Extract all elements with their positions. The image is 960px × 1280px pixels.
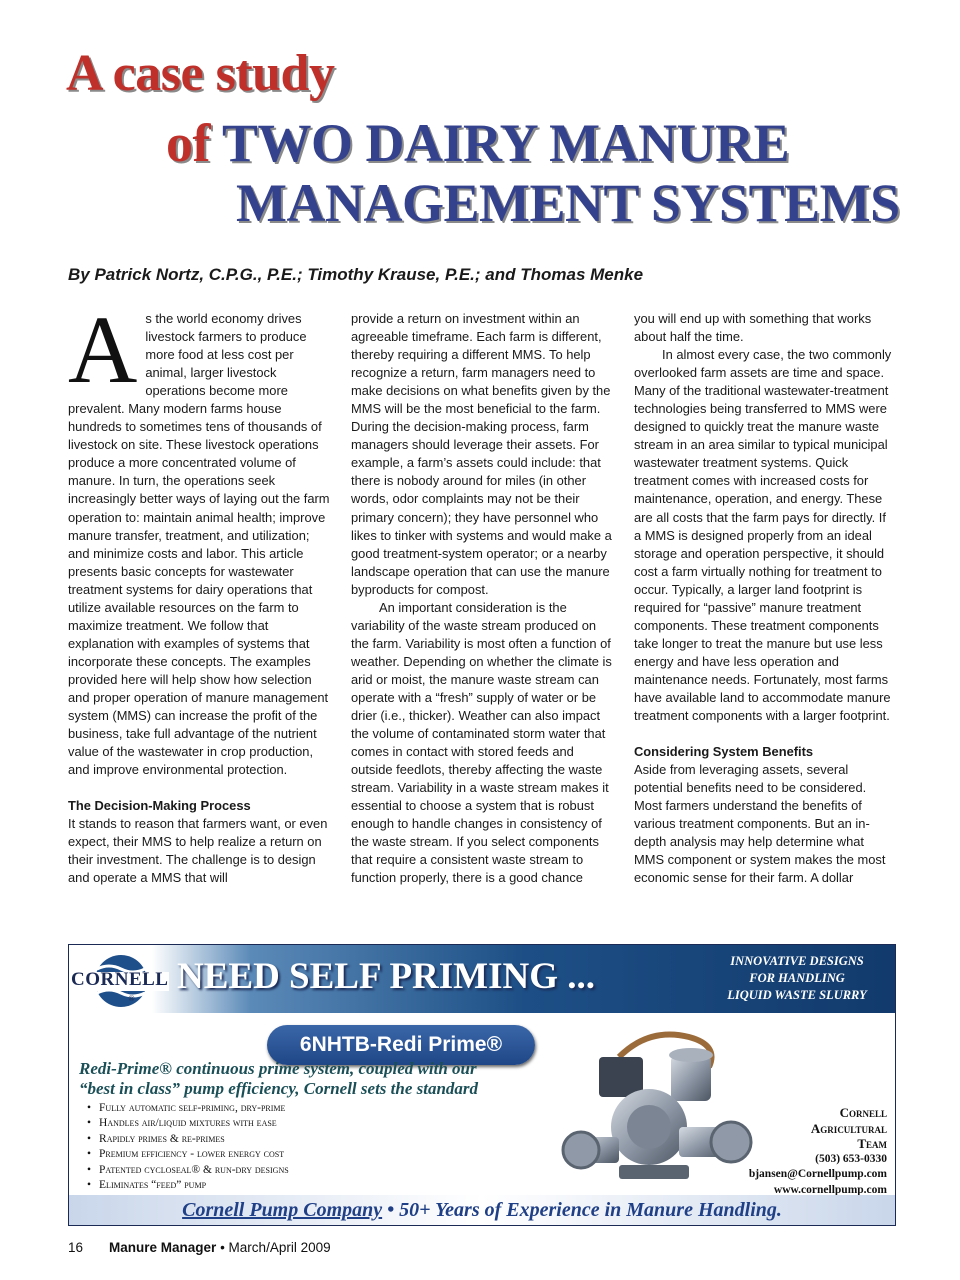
article-column-2: [351, 310, 613, 888]
ad-feature-list: [87, 1101, 289, 1193]
article-column-3: [634, 310, 896, 887]
product-name-badge: 6NHTB-Redi Prime®: [267, 1025, 535, 1065]
feature-item: • Rapidly primes & re-primes: [87, 1132, 289, 1147]
subheadline-line-1: Redi-Prime® continuous prime system, coupled with our: [79, 1059, 477, 1078]
issue-date: • March/April 2009: [220, 1240, 331, 1255]
page-footer: [68, 1240, 331, 1255]
drop-cap: A: [68, 296, 138, 403]
tagline-line: LIQUID WASTE SLURRY: [727, 988, 867, 1002]
ad-footer-slogan: • 50+ Years of Experience in Manure Handling.: [387, 1199, 782, 1221]
paragraph-half-time: you will end up with something that works about half the time.: [634, 311, 872, 345]
contact-team: Team: [857, 1136, 887, 1151]
subheadline-line-2: “best in class” pump efficiency, Cornell sets the standard: [79, 1079, 479, 1098]
section-heading-decision: The Decision-Making Process: [68, 798, 251, 814]
logo-wordmark: CORNELL: [71, 969, 169, 990]
feature-item: • Handles air/liquid mixtures with ease: [87, 1116, 289, 1131]
feature-item: • Fully automatic self-priming, dry-prime: [87, 1101, 289, 1116]
title-text-two-dairy: TWO DAIRY MANURE: [222, 113, 790, 173]
title-text-of: of: [166, 113, 210, 173]
title-text-management: MANAGEMENT SYSTEMS: [236, 173, 900, 233]
logo-registered-mark: ®: [128, 994, 135, 1003]
cornell-logo-text: [71, 969, 169, 1003]
paragraph-intro-text: s the world economy drives livestock farmers to produce more food at less cost per animal, larger livestock operations become more prevalent. Many modern farms house hundreds to sometimes tens of thousands of livestock on site. These livestock operations produce a more concentrated volume of manure. In turn, the operations seek increasingly better ways of laying out the farm operation to: maintain animal health; improve manure transfer, treatment, and utilization; and minimize costs and labor. This article presents basic concepts for wastewater treatment systems for dairy operations that utilize available resources on the farm to maximize treatment. We follow that explanation with examples of systems that incorporate these concepts. The examples provided here will help show how selection and proper operation of manure management system (MMS) can increase the profit of the business, take full advantage of the nutrient value of the wastewater in crop production, and improve environmental protection.: [68, 311, 330, 778]
byline: By Patrick Nortz, C.P.G., P.E.; Timothy Krause, P.E.; and Thomas Menke: [68, 265, 644, 284]
article-title-line-1: [66, 45, 335, 102]
ad-tagline: [707, 953, 887, 1004]
contact-phone: (503) 653-0330: [815, 1152, 887, 1165]
contact-email-link[interactable]: bjansen@Cornellpump.com: [748, 1168, 887, 1180]
paragraph-variability: An important consideration is the variability of the waste stream produced on the farm. Variability is most often a function of weather. Depending on whether the climate is arid or moist, the manure waste stream can operate with a “fresh” supply of water or be drier (i.e., thicker). Weather can also impact the volume of contaminated storm water that comes in contact with stored feeds and outside feedlots, thereby affecting the waste stream. Variability in a waste stream makes it essential to choose a system that is robust enough to handle changes in consistency of the waste stream. If you select components that require a consistent waste stream to function properly, there is a good chance: [351, 599, 612, 886]
ad-subheadline: [79, 1059, 549, 1099]
feature-item: • Eliminates “feed” pump: [87, 1178, 289, 1193]
page-number: 16: [68, 1240, 84, 1255]
paragraph-time-space: In almost every case, the two commonly overlooked farm assets are time and space. Many of the traditional wastewater-treatment technologies being transferred to MMS were designed to quickly treat the manure waste stream in an area similar to typical municipal wastewater treatment systems. Quick treatment comes with increased costs for maintenance, operation, and energy. These are all costs that the farm pays for directly. If a MMS is designed properly from an ideal storage and operation perspective, it should cost a farm virtually nothing for treatment to occur. Typically, a larger land footprint is required for “passive” manure treatment components. These treatment components take longer to treat the manure but use less energy and have less operation and maintenance needs. Fortunately, most farms have available land to accommodate manure treatment components with a larger footprint.: [634, 347, 892, 724]
ad-footer-company: Cornell Pump Company: [182, 1199, 383, 1221]
paragraph-intro: [68, 296, 330, 779]
paragraph-return: provide a return on investment within an agreeable timeframe. Each farm is different, thereby requiring a different MMS. To help recognize a return, farm managers need to make decisions on what benefits given by the MMS will be the most beneficial to the farm. During the decision-making process, farm managers should leverage their assets. For example, a farm’s assets could include: that there is nobody around for miles (in other words, odor complaints may not be their primary concern); they have personnel who likes to tinker with systems and would make a good treatment-system operator; or a nearby landscape operation that can use the manure byproducts for compost.: [351, 311, 612, 597]
cornell-pump-advertisement[interactable]: [68, 944, 896, 1226]
section-heading-benefits: Considering System Benefits: [634, 744, 814, 760]
magazine-name: Manure Manager: [109, 1240, 217, 1255]
ad-footer-strip: [69, 1195, 895, 1225]
ad-headline: NEED SELF PRIMING ...: [177, 956, 596, 997]
article-column-1: [68, 296, 330, 887]
article-title-line-3: [236, 173, 900, 233]
article-title-line-2: [166, 113, 790, 173]
feature-item: • Premium efficiency - lower energy cost: [87, 1147, 289, 1162]
feature-item: • Patented cycloseal® & run-dry designs: [87, 1163, 289, 1178]
ad-contact-block: [717, 1105, 887, 1198]
tagline-line: INNOVATIVE DESIGNS: [730, 954, 864, 968]
contact-department: Agricultural: [810, 1120, 887, 1136]
contact-website-link[interactable]: www.cornellpump.com: [773, 1183, 887, 1196]
contact-company: Cornell: [839, 1105, 887, 1120]
paragraph-decision: It stands to reason that farmers want, or even expect, their MMS to help realize a return on their investment. The challenge is to design and operate a MMS that will: [68, 816, 328, 886]
tagline-line: FOR HANDLING: [749, 971, 845, 985]
paragraph-benefits: Aside from leveraging assets, several potential benefits need to be considered. Most farmers understand the benefits of various treatment components. But an in-depth analysis may help determine what MMS component or system makes the most economic sense for their farm. A dollar: [634, 762, 886, 886]
title-text-case-study: A case study: [66, 45, 335, 102]
